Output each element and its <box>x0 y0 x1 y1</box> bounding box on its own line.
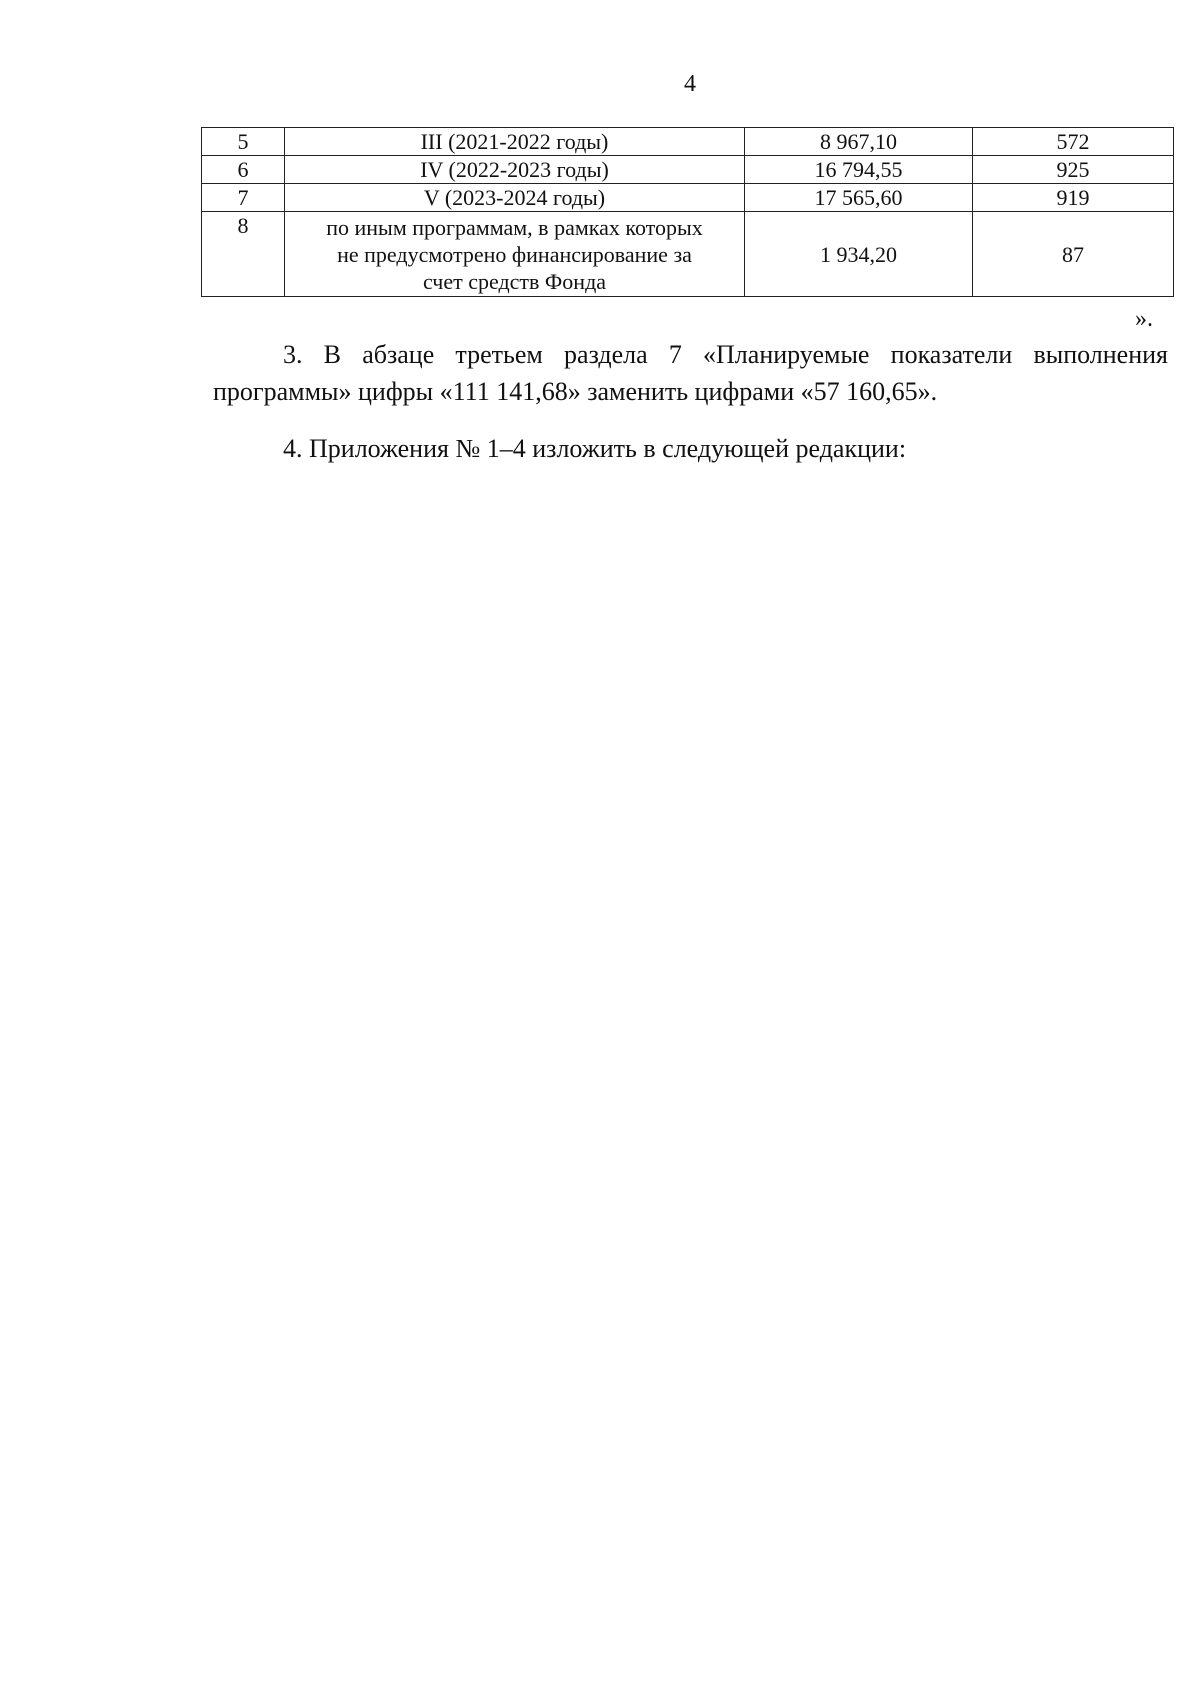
row-count: 572 <box>973 128 1174 156</box>
closing-quote: ». <box>1135 306 1153 332</box>
row-period: V (2023-2024 годы) <box>285 184 745 212</box>
row-number: 8 <box>202 212 285 297</box>
page-number: 4 <box>684 71 696 97</box>
row-count: 925 <box>973 156 1174 184</box>
row-period: III (2021-2022 годы) <box>285 128 745 156</box>
row-number: 6 <box>202 156 285 184</box>
row-sum: 8 967,10 <box>745 128 973 156</box>
paragraph-4: 4. Приложения № 1–4 изложить в следующей редакции: <box>283 434 907 463</box>
row-number: 7 <box>202 184 285 212</box>
table-row <box>202 212 1174 297</box>
paragraph-3: 3. В абзаце третьем раздела 7 «Планируемые показатели выполнения программы» цифры «111 141,68» заменить цифрами «57 160,65». <box>213 340 1168 406</box>
table-row <box>202 156 1174 184</box>
row-count: 87 <box>973 212 1174 297</box>
row-sum: 1 934,20 <box>745 212 973 297</box>
row-period-line: не предусмотрено финансирование за <box>337 241 692 267</box>
row-period <box>285 212 745 297</box>
table-row <box>202 184 1174 212</box>
row-period-line: по иным программам, в рамках которых <box>326 214 703 240</box>
row-sum: 16 794,55 <box>745 156 973 184</box>
row-number: 5 <box>202 128 285 156</box>
row-period: IV (2022-2023 годы) <box>285 156 745 184</box>
program-stages-table <box>201 127 1174 297</box>
row-sum: 17 565,60 <box>745 184 973 212</box>
row-count: 919 <box>973 184 1174 212</box>
row-period-line: счет средств Фонда <box>422 268 607 294</box>
table-row <box>202 128 1174 156</box>
